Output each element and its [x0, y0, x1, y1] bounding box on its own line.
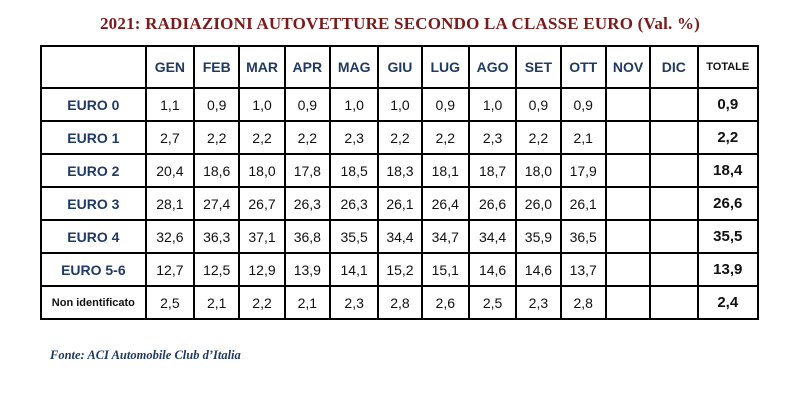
table-cell: 26,4 — [422, 187, 469, 220]
table-cell: 2,7 — [146, 121, 194, 154]
table-cell — [650, 121, 697, 154]
column-header: SET — [516, 46, 560, 88]
table-cell — [650, 88, 697, 121]
column-header: DIC — [650, 46, 697, 88]
table-cell: 32,6 — [146, 220, 194, 253]
column-header: GEN — [146, 46, 194, 88]
table-cell — [606, 253, 650, 286]
table-cell — [650, 220, 697, 253]
table-cell: 13,7 — [561, 253, 606, 286]
table-cell: 12,9 — [239, 253, 284, 286]
table-cell: 26,0 — [516, 187, 560, 220]
table-cell: 14,6 — [516, 253, 560, 286]
table-row — [41, 154, 758, 187]
source-note: Fonte: ACI Automobile Club d’Italia — [50, 348, 241, 362]
column-header: OTT — [561, 46, 606, 88]
table-row — [41, 88, 758, 121]
table-cell: 14,6 — [469, 253, 516, 286]
total-cell: 18,4 — [698, 154, 759, 187]
table-row — [41, 121, 758, 154]
table-cell: 2,2 — [239, 121, 284, 154]
table-cell: 2,2 — [516, 121, 560, 154]
table-cell: 34,4 — [469, 220, 516, 253]
table-cell: 1,1 — [146, 88, 194, 121]
table-cell: 0,9 — [561, 88, 606, 121]
column-header: FEB — [194, 46, 239, 88]
table-cell: 0,9 — [194, 88, 239, 121]
table-cell: 0,9 — [285, 88, 330, 121]
table-cell: 12,7 — [146, 253, 194, 286]
table-cell: 36,3 — [194, 220, 239, 253]
table-cell: 2,2 — [422, 121, 469, 154]
table-cell — [606, 220, 650, 253]
table-cell: 1,0 — [330, 88, 378, 121]
table-cell: 2,8 — [378, 286, 421, 319]
column-header: GIU — [378, 46, 421, 88]
table-cell — [606, 187, 650, 220]
column-header — [41, 46, 146, 88]
table-cell: 2,1 — [285, 286, 330, 319]
table-row — [41, 253, 758, 286]
total-cell: 26,6 — [698, 187, 759, 220]
column-header: MAR — [239, 46, 284, 88]
table-cell: 18,7 — [469, 154, 516, 187]
total-cell: 35,5 — [698, 220, 759, 253]
table-cell: 15,2 — [378, 253, 421, 286]
column-header: AGO — [469, 46, 516, 88]
row-label: EURO 0 — [41, 88, 146, 121]
table-cell: 18,1 — [422, 154, 469, 187]
table-cell — [650, 154, 697, 187]
table-cell: 2,2 — [194, 121, 239, 154]
table-cell: 36,5 — [561, 220, 606, 253]
row-label: EURO 1 — [41, 121, 146, 154]
table-cell: 27,4 — [194, 187, 239, 220]
table-cell: 35,9 — [516, 220, 560, 253]
table-row — [41, 220, 758, 253]
table-cell: 18,3 — [378, 154, 421, 187]
column-header-totale: TOTALE — [698, 46, 759, 88]
table-cell — [650, 253, 697, 286]
total-cell: 2,2 — [698, 121, 759, 154]
table-cell: 2,3 — [469, 121, 516, 154]
table-cell — [606, 88, 650, 121]
table-cell: 1,0 — [469, 88, 516, 121]
table-cell: 2,2 — [378, 121, 421, 154]
table-cell: 2,5 — [469, 286, 516, 319]
row-label: EURO 4 — [41, 220, 146, 253]
table-cell — [606, 121, 650, 154]
table-cell: 37,1 — [239, 220, 284, 253]
row-label: EURO 5-6 — [41, 253, 146, 286]
table-cell: 2,3 — [330, 286, 378, 319]
table-cell: 17,9 — [561, 154, 606, 187]
table-cell: 20,4 — [146, 154, 194, 187]
table-cell: 26,1 — [561, 187, 606, 220]
table-cell: 13,9 — [285, 253, 330, 286]
table-cell: 17,8 — [285, 154, 330, 187]
table-row — [41, 286, 758, 319]
table-cell: 2,3 — [330, 121, 378, 154]
table-cell: 15,1 — [422, 253, 469, 286]
table-cell: 26,1 — [378, 187, 421, 220]
table-cell: 1,0 — [378, 88, 421, 121]
table-cell: 2,5 — [146, 286, 194, 319]
header-row — [41, 46, 758, 88]
table-row — [41, 187, 758, 220]
table-cell: 12,5 — [194, 253, 239, 286]
table-cell: 34,7 — [422, 220, 469, 253]
table-cell: 18,0 — [516, 154, 560, 187]
table-cell — [606, 286, 650, 319]
total-cell: 2,4 — [698, 286, 759, 319]
total-cell: 13,9 — [698, 253, 759, 286]
table-cell: 0,9 — [422, 88, 469, 121]
total-cell: 0,9 — [698, 88, 759, 121]
table-cell: 18,6 — [194, 154, 239, 187]
table-title: 2021: RADIAZIONI AUTOVETTURE SECONDO LA CLASSE EURO (Val. %) — [99, 14, 701, 33]
table-cell: 26,6 — [469, 187, 516, 220]
table-cell: 26,3 — [285, 187, 330, 220]
table-cell — [650, 187, 697, 220]
table-cell: 1,0 — [239, 88, 284, 121]
table-cell: 2,1 — [194, 286, 239, 319]
table-cell: 26,7 — [239, 187, 284, 220]
table-cell: 26,3 — [330, 187, 378, 220]
column-header: MAG — [330, 46, 378, 88]
table-cell: 0,9 — [516, 88, 560, 121]
table-cell: 28,1 — [146, 187, 194, 220]
table-cell: 34,4 — [378, 220, 421, 253]
table-cell: 2,3 — [516, 286, 560, 319]
table-cell: 35,5 — [330, 220, 378, 253]
euro-class-table — [40, 45, 759, 320]
row-label: Non identificato — [41, 286, 146, 319]
table-cell: 2,1 — [561, 121, 606, 154]
column-header: NOV — [606, 46, 650, 88]
table-cell: 2,6 — [422, 286, 469, 319]
row-label: EURO 2 — [41, 154, 146, 187]
table-cell: 18,5 — [330, 154, 378, 187]
table-cell: 2,8 — [561, 286, 606, 319]
table-cell: 2,2 — [239, 286, 284, 319]
table-cell — [650, 286, 697, 319]
table-cell: 2,2 — [285, 121, 330, 154]
table-cell: 14,1 — [330, 253, 378, 286]
table-cell: 18,0 — [239, 154, 284, 187]
row-label: EURO 3 — [41, 187, 146, 220]
table-cell — [606, 154, 650, 187]
column-header: APR — [285, 46, 330, 88]
column-header: LUG — [422, 46, 469, 88]
table-cell: 36,8 — [285, 220, 330, 253]
